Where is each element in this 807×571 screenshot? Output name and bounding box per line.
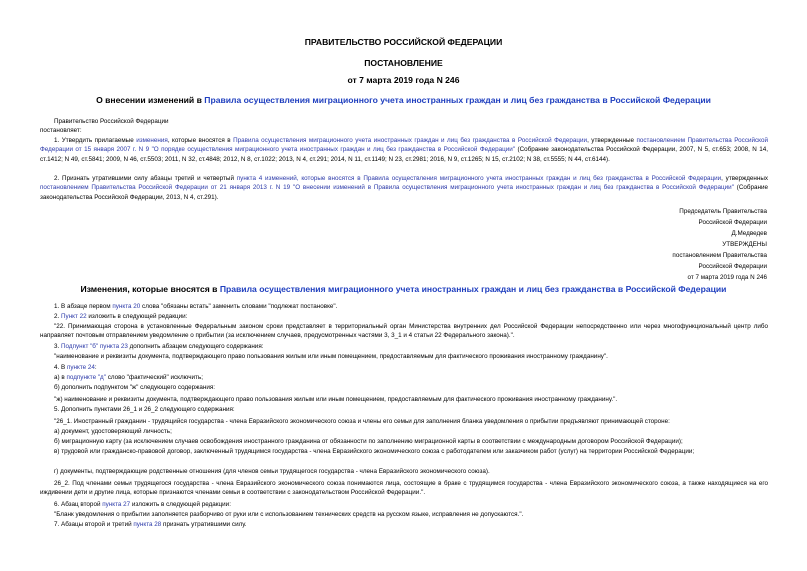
item-3-quote: "наименование и реквизиты документа, подтверждающего право пользования жилым или иным помещением, предоставляемым для фактического проживания иностранному гражданину". [54,353,608,360]
p1-text-a: 1. Утвердить прилагаемые [54,137,137,144]
item-2: 2. Пункт 22 изложить в следующей редакции: [54,313,188,320]
approved-country: Российской Федерации [698,263,767,270]
document-title-prefix: О внесении изменений в [96,95,205,105]
item-5-quote-g: г) документы, подтверждающие родственные отношения (для членов семьи трудящегося государства - члена Евразийского экономического союза). [54,468,490,475]
item-4-sub-a-text-a: а) в [54,374,67,381]
p2-text-a: 2. Признать утратившими силу абзацы третий и четвертый [54,175,237,182]
link-item-20[interactable]: пункта 20 [112,303,141,310]
section-title-link[interactable]: Правила осуществления миграционного учета иностранных граждан и лиц без гражданства в Российской Федерации [219,284,727,294]
item-1-text-a: 1. В абзаце первом [54,303,113,310]
item-4 [40,363,768,372]
document-date-number: от 7 марта 2019 года N 246 [347,75,460,85]
signature-country: Российской Федерации [698,219,767,226]
link-resolution-2007[interactable]: постановлением Правительства Российской Федерации от 15 января 2007 г. N 9 "О порядке осуществления миграционного учета иностранных граждан и лиц без гражданства в Российской Федерации" [40,137,768,154]
item-4-text-b: : [94,364,97,371]
item-5-quote-26-1: "26_1. Иностранный гражданин - трудящийся государства - члена Евразийского экономического союза и члены его семьи для заполнения бланка уведомления о прибытии предъявляют принимающей стороне: [54,418,670,425]
signature-position: Председатель Правительства [679,208,767,215]
section-title [0,284,807,294]
link-item-28[interactable]: пункта 28 [133,521,162,528]
item-7-text-b: признать утратившими силу. [161,521,247,528]
item-1-text-b: слова "обязаны встать" заменить словами "подлежат постановке". [140,303,338,310]
item-2-text: изложить в следующей редакции: [86,313,188,320]
government-heading: ПРАВИТЕЛЬСТВО РОССИЙСКОЙ ФЕДЕРАЦИИ [304,37,503,47]
intro-line-2: постановляет: [40,127,82,134]
item-5-quote-b: б) миграционную карту (за исключением случаев освобождения иностранного гражданина от обязанности по заполнению миграционной карты в соответствии с международным договором Российской Федерации); [54,438,683,445]
link-resolution-2013[interactable]: постановлением Правительства Российской Федерации от 21 января 2013 г. N 19 "О внесении изменений в Правила осуществления миграционного учета иностранных граждан и лиц без гражданства в Российской Федерации" [40,184,734,192]
item-3-text-a: 3. [54,343,62,350]
link-item-4[interactable]: пункта 4 изменений, которые вносятся в Правила осуществления миграционного учета иностранных граждан и лиц без гражданства в Российской Федерации [236,175,722,182]
p1-text-b: , которые вносятся в [167,137,234,144]
item-4-sub-b: б) дополнить подпунктом "ж" следующего содержания: [54,384,216,391]
item-4-text-a: 4. В [54,364,67,371]
item-1 [40,302,768,311]
item-4-quote: "ж) наименование и реквизиты документа, подтверждающего право пользования жилым или иным помещением, предоставляемым для фактического проживания иностранному гражданину.". [54,396,618,403]
link-changes[interactable]: изменения [136,137,168,144]
approved-by: постановлением Правительства [672,252,767,259]
item-6-text-a: 6. Абзац второй [54,501,103,508]
item-7 [40,520,768,529]
document-type: ПОСТАНОВЛЕНИЕ [364,58,443,68]
p1-text-d: (Собрание законодательства Российской Федерации, 2007, N 5, ст.653; 2008, N 14, ст.1412; N 49, ст.5841; 2009, N 46, ст.5503; 2011, N 32, ст.4848; 2012, N 8, ст.1022; 2013, N 4, ст.291; 2014, N 11, ст.1149; N 23, ст.2981; 2016, N 9, ст.1265; N 15, ст.2102; N 38, ст.5555; N 44, ст.6144). [40,146,769,163]
item-6-quote: "Бланк уведомления о прибытии заполняется разборчиво от руки или с использованием технических средств на русском языке, исправления не допускаются.". [54,511,524,518]
section-title-prefix: Изменения, которые вносятся в [80,284,220,294]
item-4-sub-a-text-b: слово "фактический" исключить; [105,374,203,381]
item-6 [40,500,768,509]
item-3 [40,342,768,351]
link-item-27[interactable]: пункта 27 [102,501,131,508]
item-7-text-a: 7. Абзацы второй и третий [54,521,134,528]
item-5-quote-v: в) трудовой или гражданско-правовой договор, заключенный трудящимся государства - члена Евразийского экономического союза с работодателем или заказчиком работ (услуг) на территории Российской Федерации; [54,448,695,455]
p2-text-b: , утвержденных [721,175,769,182]
approved-date: от 7 марта 2019 года N 246 [687,274,767,281]
item-3-text-b: дополнить абзацем следующего содержания: [127,343,264,350]
item-6-text-b: изложить в следующей редакции: [130,501,231,508]
p2-text-c: (Собрание законодательства Российской Федерации, 2013, N 4, ст.291). [40,184,768,201]
link-subitem-d[interactable]: подпункте "д" [66,374,106,381]
link-subitem-b-item-23[interactable]: Подпункт "б" пункта 23 [61,343,128,350]
link-item-22[interactable]: Пункт 22 [61,313,87,320]
link-item-24[interactable]: пункте 24 [66,364,95,371]
paragraph-1 [40,136,768,164]
signature-block [672,206,767,283]
item-4-sub-a [40,373,768,382]
signature-name: Д.Медведев [731,230,767,237]
paragraph-2 [40,174,768,202]
item-5-quote-a: а) документ, удостоверяющий личность; [54,428,172,435]
item-5: 5. Дополнить пунктами 26_1 и 26_2 следующего содержания: [54,406,235,413]
p1-text-c: , утвержденные [587,137,637,144]
link-rules[interactable]: Правила осуществления миграционного учета иностранных граждан и лиц без гражданства в Российской Федерации [233,137,588,144]
document-title-link[interactable]: Правила осуществления миграционного учета иностранных граждан и лиц без гражданства в Российской Федерации [204,95,711,105]
intro-line-1: Правительство Российской Федерации [54,118,169,125]
approved-label: УТВЕРЖДЕНЫ [722,241,767,248]
item-5-quote-26-2: 26_2. Под членами семьи трудящегося государства - члена Евразийского экономического союза понимаются лица, состоящие в браке с трудящимся государства - члена Евразийского экономического союза, а также находящиеся на его иждивении дети и другие лица, которые признаются членами семьи в соответствии с законодательством Российской Федерации.". [40,480,768,497]
document-title [0,95,807,105]
item-2-quote: "22. Принимающая сторона в установленные Федеральным законом сроки представляет в территориальный орган Министерства внутренних дел Российской Федерации непосредственно или через многофункциональный центр либо направляет почтовым отправлением уведомление о прибытии (за исключением случаев, предусмотренных частями 3, 3_1 и 4 статьи 22 Федерального закона).". [40,323,768,340]
